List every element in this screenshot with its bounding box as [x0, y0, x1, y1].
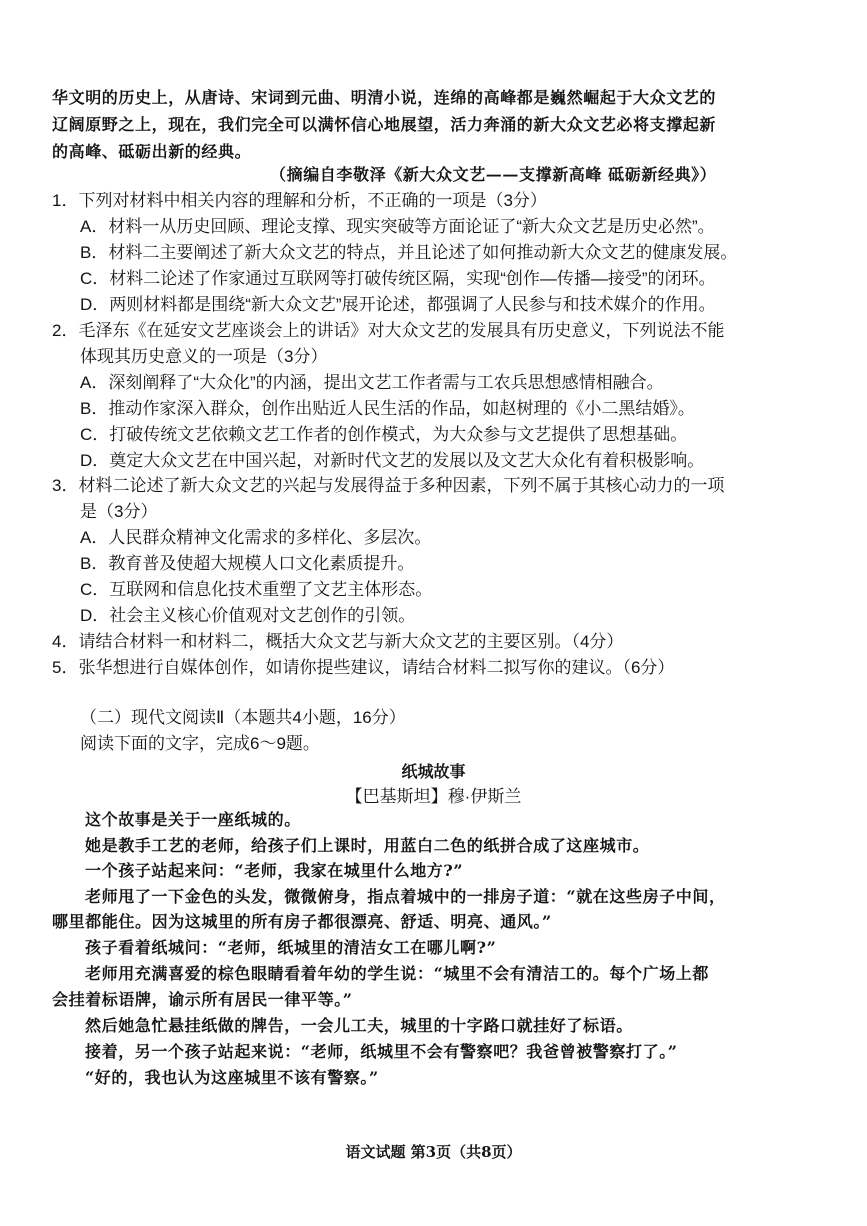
- story-line-6: 孩子看着纸城问：“老师，纸城里的清洁女工在哪儿啊?”: [85, 938, 497, 957]
- q1-option-c: C．材料二论述了作家通过互联网等打破传统区隔，实现“创作—传播—接受”的闭环。: [80, 269, 716, 288]
- material-line-3: 的高峰、砥砺出新的经典。: [52, 142, 252, 161]
- q2-stem-line-1: 2．毛泽东《在延安文艺座谈会上的讲话》对大众文艺的发展具有历史意义，下列说法不能: [52, 321, 725, 340]
- q3-option-b: B．教育普及使超大规模人口文化素质提升。: [80, 554, 415, 573]
- story-line-7: 老师用充满喜爱的棕色眼睛看着年幼的学生说：“城里不会有清洁工的。每个广场上都: [85, 964, 710, 983]
- material-line-2: 辽阔原野之上，现在，我们完全可以满怀信心地展望，活力奔涌的新大众文艺必将支撑起新: [52, 115, 717, 134]
- section2-heading: （二）现代文阅读Ⅱ（本题共4小题，16分）: [80, 708, 406, 727]
- q4-stem: 4．请结合材料一和材料二，概括大众文艺与新大众文艺的主要区别。（4分）: [52, 632, 624, 651]
- story-author: 【巴基斯坦】穆·伊斯兰: [345, 787, 522, 806]
- story-line-4: 老师甩了一下金色的头发，微微俯身，指点着城中的一排房子道：“就在这些房子中间，: [85, 887, 726, 906]
- section2-instruction: 阅读下面的文字，完成6～9题。: [80, 734, 320, 753]
- material-line-1: 华文明的历史上，从唐诗、宋词到元曲、明清小说，连绵的高峰都是巍然崛起于大众文艺的: [52, 88, 717, 107]
- q1-option-d: D．两则材料都是围绕“新大众文艺”展开论述，都强调了人民参与和技术媒介的作用。: [80, 295, 716, 314]
- q1-option-a: A．材料一从历史回顾、理论支撑、现实突破等方面论证了“新大众文艺是历史必然”。: [80, 217, 715, 236]
- q2-stem-line-2: 体现其历史意义的一项是（3分）: [80, 347, 328, 366]
- story-line-10: 接着，另一个孩子站起来说：“老师，纸城里不会有警察吧？我爸曾被警察打了。”: [85, 1042, 678, 1061]
- story-line-3: 一个孩子站起来问：“老师，我家在城里什么地方?”: [85, 861, 464, 880]
- story-line-9: 然后她急忙悬挂纸做的牌告，一会儿工夫，城里的十字路口就挂好了标语。: [85, 1016, 633, 1035]
- q1-stem: 1．下列对材料中相关内容的理解和分析，不正确的一项是（3分）: [52, 191, 547, 210]
- q3-option-c: C．互联网和信息化技术重塑了文艺主体形态。: [80, 580, 433, 599]
- story-line-1: 这个故事是关于一座纸城的。: [85, 810, 301, 829]
- q2-option-b: B．推动作家深入群众，创作出贴近人民生活的作品，如赵树理的《小二黑结婚》。: [80, 399, 695, 418]
- q3-stem-line-2: 是（3分）: [80, 502, 158, 521]
- story-line-8: 会挂着标语牌，谕示所有居民一律平等。”: [52, 990, 353, 1009]
- q2-option-d: D．奠定大众文艺在中国兴起，对新时代文艺的发展以及文艺大众化有着积极影响。: [80, 451, 705, 470]
- q5-stem: 5．张华想进行自媒体创作，如请你提些建议，请结合材料二拟写你的建议。（6分）: [52, 658, 675, 677]
- story-line-5: 哪里都能住。因为这城里的所有房子都很漂亮、舒适、明亮、通风。”: [52, 912, 552, 931]
- story-line-2: 她是教手工艺的老师，给孩子们上课时，用蓝白二色的纸拼合成了这座城市。: [85, 836, 650, 855]
- q2-option-a: A．深刻阐释了“大众化”的内涵，提出文艺工作者需与工农兵思想感情相融合。: [80, 373, 664, 392]
- q3-option-a: A．人民群众精神文化需求的多样化、多层次。: [80, 528, 432, 547]
- q3-stem-line-1: 3．材料二论述了新大众文艺的兴起与发展得益于多种因素，下列不属于其核心动力的一项: [52, 476, 725, 495]
- story-line-11: “好的，我也认为这座城里不该有警察。”: [85, 1068, 379, 1087]
- q2-option-c: C．打破传统文艺依赖文艺工作者的创作模式，为大众参与文艺提供了思想基础。: [80, 425, 688, 444]
- q1-option-b: B．材料二主要阐述了新大众文艺的特点，并且论述了如何推动新大众文艺的健康发展。: [80, 243, 738, 262]
- q3-option-d: D．社会主义核心价值观对文艺创作的引领。: [80, 606, 416, 625]
- material-source: （摘编自李敬泽《新大众文艺——支撑新高峰 砥砺新经典》）: [270, 165, 717, 184]
- story-title: 纸城故事: [401, 762, 466, 781]
- page-footer: 语文试题 第3页（共8页）: [345, 1143, 522, 1161]
